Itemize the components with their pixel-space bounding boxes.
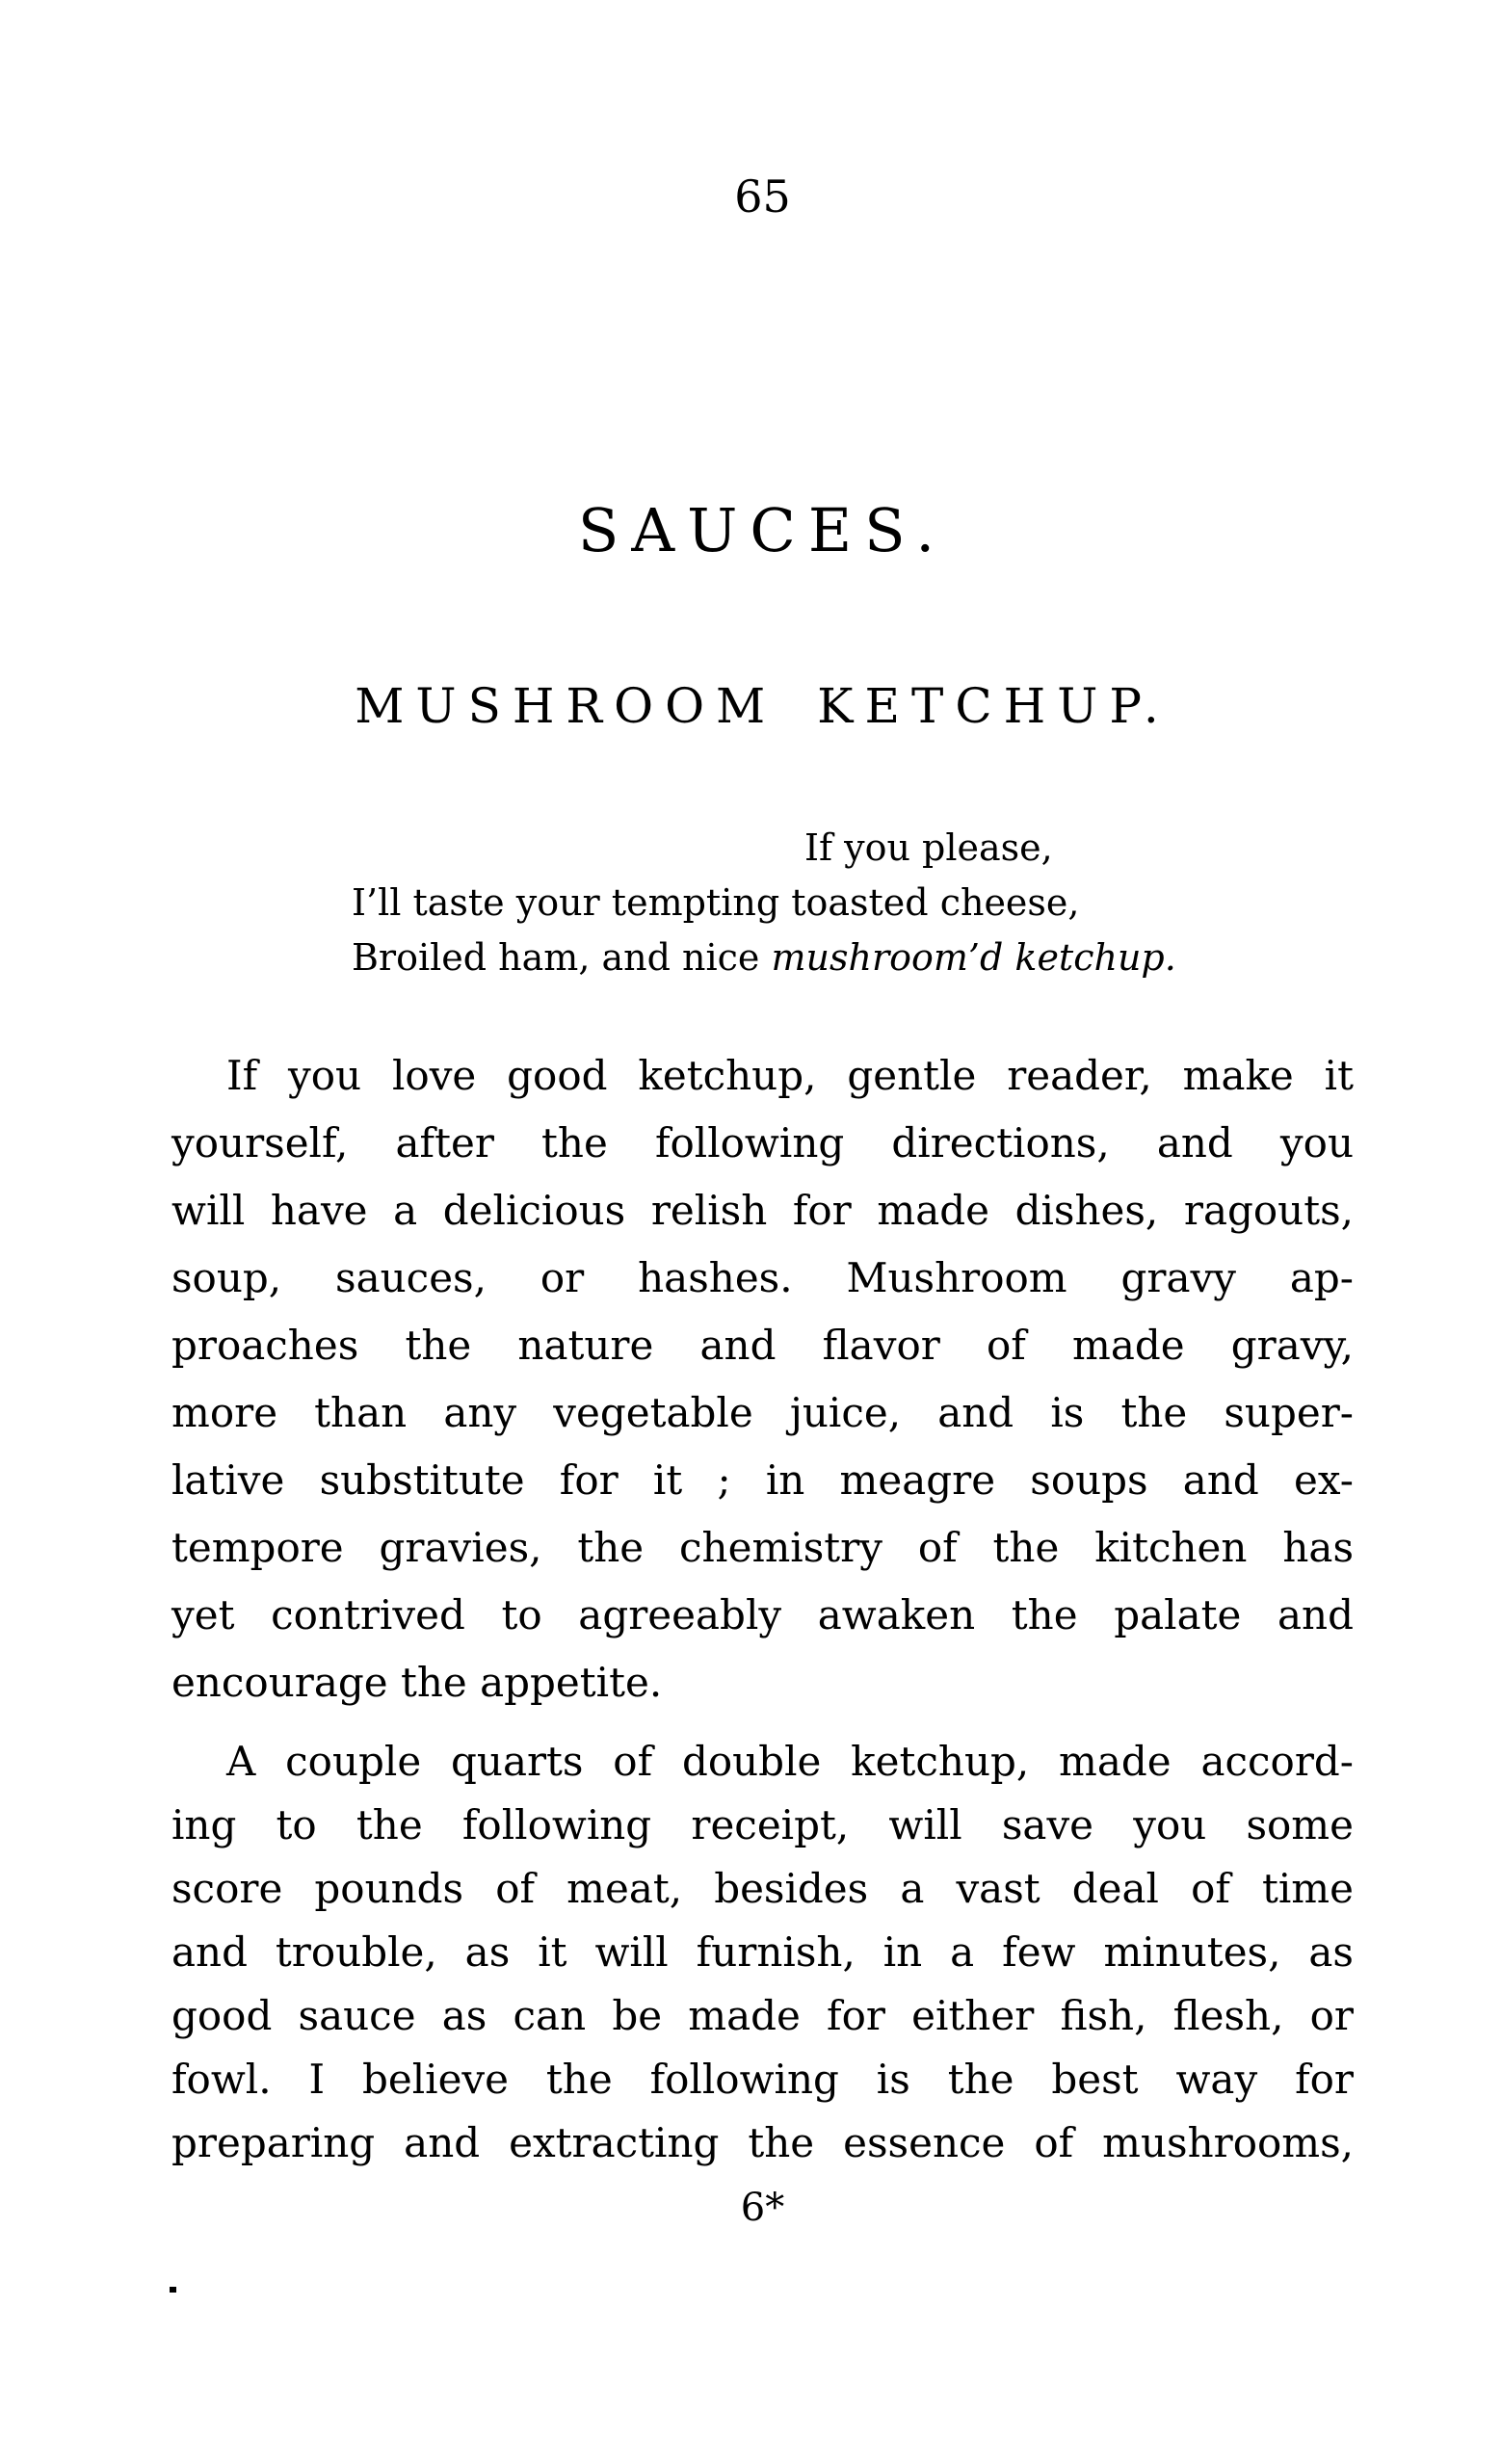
poem-quote — [352, 821, 1176, 985]
ink-speck — [170, 2287, 176, 2293]
body-paragraph-1 — [171, 1042, 1354, 1717]
recipe-heading: MUSHROOM KETCHUP. — [355, 678, 1171, 734]
text-line: yourself, after the following directions, and you — [171, 1119, 1354, 1166]
text-block — [171, 0, 1354, 2464]
text-line: yet contrived to agreeably awaken the palate and — [171, 1591, 1354, 1638]
text-line: encourage the appetite. — [171, 1659, 663, 1706]
text-line: more than any vegetable juice, and is the super- — [171, 1389, 1354, 1436]
text-line: proaches the nature and flavor of made gravy, — [171, 1322, 1354, 1369]
text-line: lative substitute for it ; in meagre soups and ex- — [171, 1456, 1354, 1504]
poem-line: If you please, — [804, 826, 1053, 869]
body-paragraph-2 — [171, 1730, 1354, 2175]
text-line: A couple quarts of double ketchup, made accord- — [226, 1738, 1354, 1785]
text-line: fowl. I believe the following is the best way for — [171, 2056, 1354, 2103]
signature-mark: 6* — [740, 2186, 785, 2230]
text-line: score pounds of meat, besides a vast deal of time — [171, 1865, 1354, 1912]
poem-line — [352, 931, 1176, 985]
section-heading: SAUCES. — [577, 495, 948, 565]
text-line: If you love good ketchup, gentle reader, make it — [226, 1052, 1354, 1099]
text-line: tempore gravies, the chemistry of the kitchen has — [171, 1524, 1354, 1571]
page-number: 65 — [734, 170, 791, 223]
text-line: will have a delicious relish for made dishes, ragouts, — [171, 1187, 1354, 1234]
poem-line-italic-text: mushroom’d ketchup. — [771, 936, 1176, 979]
poem-line-text: Broiled ham, and nice — [352, 936, 772, 979]
poem-line: I’ll taste your tempting toasted cheese, — [352, 881, 1080, 924]
text-line: preparing and extracting the essence of mushrooms, — [171, 2119, 1354, 2166]
text-line: good sauce as can be made for either fish, flesh, or — [171, 1992, 1354, 2039]
text-line: soup, sauces, or hashes. Mushroom gravy ap- — [171, 1254, 1354, 1301]
text-line: ing to the following receipt, will save you some — [171, 1801, 1354, 1848]
text-line: and trouble, as it will furnish, in a few minutes, as — [171, 1928, 1354, 1976]
